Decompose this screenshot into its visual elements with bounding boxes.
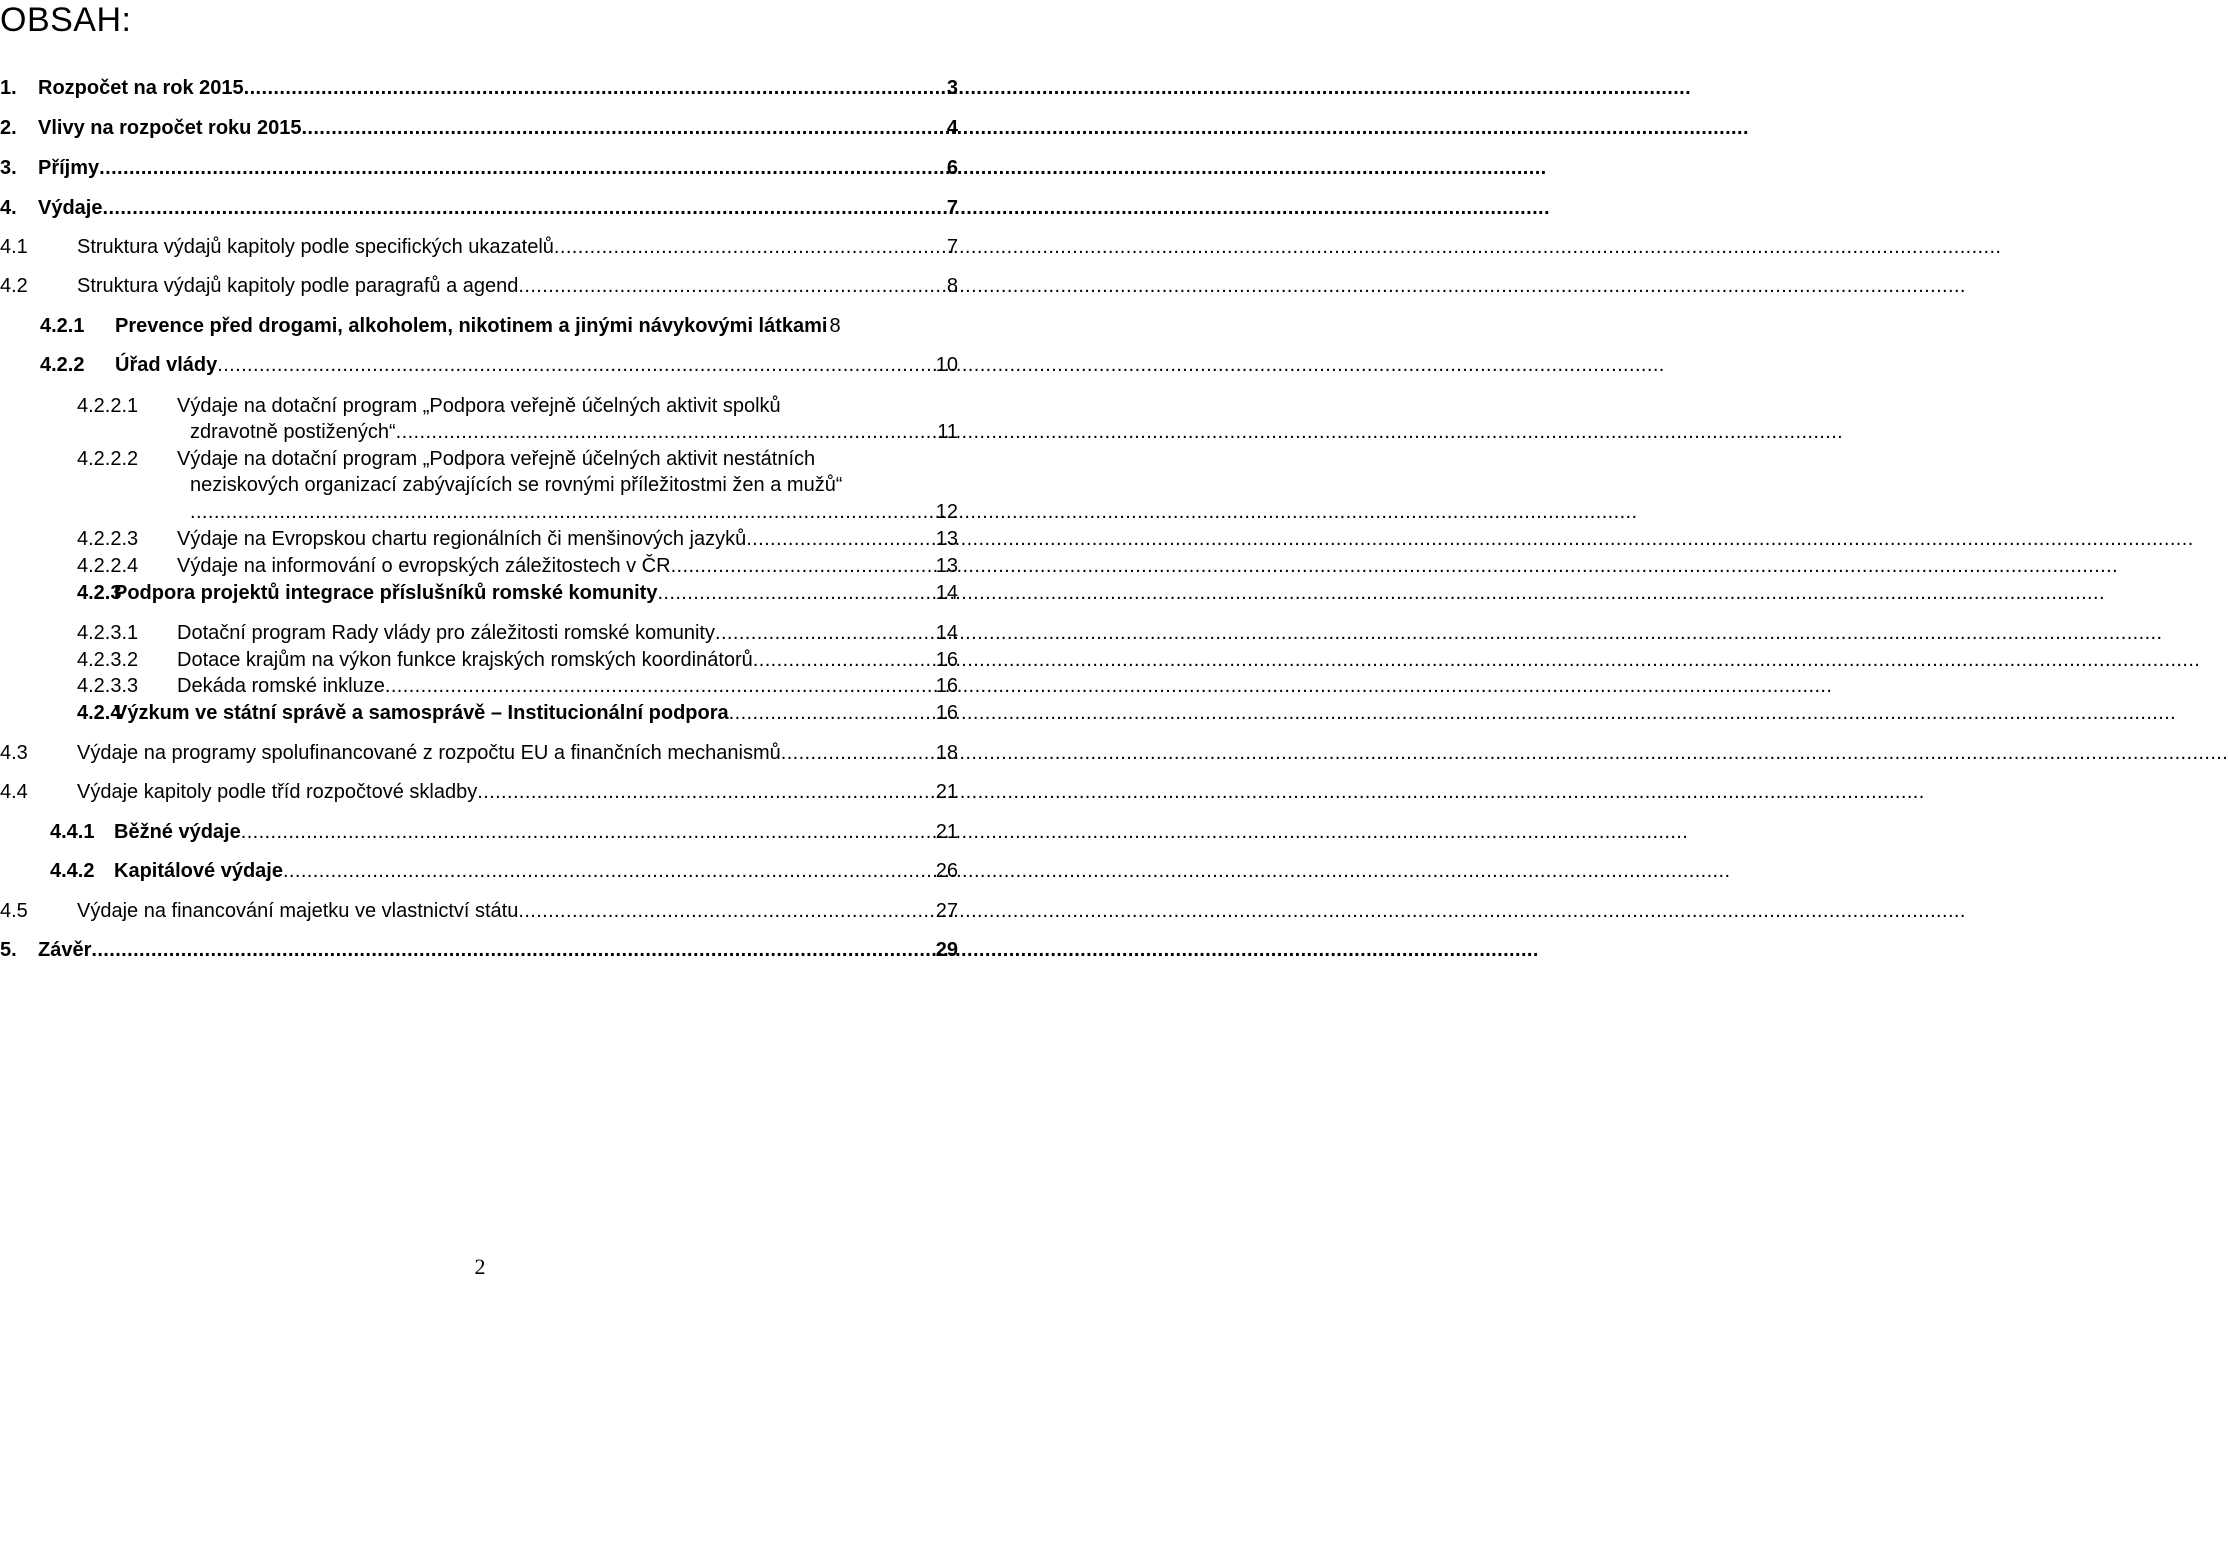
toc-leader: [99, 155, 947, 181]
toc-leader: [385, 673, 936, 699]
toc-title: Výdaje na programy spolufinancované z rozpočtu EU a finančních mechanismů: [77, 742, 781, 764]
toc-number: 4.2.2.1: [77, 395, 139, 417]
toc-page: 12: [935, 501, 958, 523]
toc-number: 4.5: [0, 900, 28, 922]
toc-number: 5.: [0, 939, 17, 961]
toc-leader: [190, 499, 936, 525]
toc-title: Dotační program Rady vlády pro záležitosti romské komunity: [177, 622, 715, 644]
page-title: OBSAH:: [0, 1, 132, 39]
toc-leader: [217, 352, 935, 378]
toc-page: 21: [935, 821, 958, 843]
toc-title-continued: zdravotně postižených“: [190, 421, 396, 443]
toc-number: 4.3: [0, 742, 28, 764]
toc-entry-3[interactable]: [0, 155, 958, 181]
toc-number: 4.2.3.1: [77, 622, 139, 644]
toc-number: 4.2.2.4: [77, 555, 139, 577]
toc-number: 4.2.4: [77, 702, 122, 724]
toc-title: Výdaje na dotační program „Podpora veřejně účelných aktivit spolků: [177, 395, 781, 417]
toc-page: 13: [935, 555, 958, 577]
toc-entry-2[interactable]: [0, 115, 958, 141]
toc-entry-4[interactable]: [0, 195, 958, 221]
toc-number: 4.2.3.3: [77, 675, 139, 697]
toc-leader: [671, 553, 936, 579]
toc-leader: [746, 526, 936, 552]
toc-entry-4-2-3-3[interactable]: [77, 673, 958, 699]
toc-title: Struktura výdajů kapitoly podle paragrafů a agend: [77, 275, 519, 297]
toc-entry-4-2-3-1[interactable]: [77, 620, 958, 646]
toc-page: 29: [935, 939, 958, 961]
toc-entry-4-5[interactable]: [0, 898, 958, 924]
toc-entry-4-2-4[interactable]: [77, 700, 958, 726]
toc-number: 4.2.2.2: [77, 448, 139, 470]
toc-number: 4.4.2: [50, 860, 95, 882]
toc-page: 3: [946, 77, 958, 99]
page-number: 2: [474, 1254, 486, 1279]
toc-title: Výdaje: [38, 197, 103, 219]
toc-title: Rozpočet na rok 2015: [38, 77, 244, 99]
toc-number: 4.2.2: [40, 354, 85, 376]
toc-title: Výdaje na informování o evropských záležitostech v ČR: [177, 555, 671, 577]
toc-entry-4-3[interactable]: [0, 740, 958, 766]
toc-entry-1[interactable]: [0, 75, 958, 101]
toc-leader: [102, 195, 946, 221]
toc-entry-4-2[interactable]: [0, 273, 958, 299]
toc-leader: [241, 819, 936, 845]
toc-entry-4-2-1[interactable]: [40, 313, 958, 339]
toc-number: 4.2.2.3: [77, 528, 139, 550]
toc-page: 11: [937, 421, 958, 443]
toc-leader: [753, 647, 936, 673]
toc-entry-5[interactable]: [0, 937, 958, 963]
toc-title: Dekáda romské inkluze: [177, 675, 385, 697]
toc-page: 18: [935, 742, 958, 764]
toc-entry-4-2-3[interactable]: [77, 580, 958, 606]
toc-entry-4-4-2[interactable]: [50, 858, 958, 884]
toc-page: 16: [935, 649, 958, 671]
toc-title: Výzkum ve státní správě a samosprávě – Institucionální podpora: [114, 702, 729, 724]
toc-number: 4.: [0, 197, 17, 219]
toc-page: 4: [946, 117, 958, 139]
toc-leader: [781, 740, 936, 766]
toc-title: Podpora projektů integrace příslušníků romské komunity: [114, 582, 658, 604]
toc-title: Kapitálové výdaje: [114, 860, 283, 882]
toc-leader: [301, 115, 946, 141]
toc-leader: [554, 234, 947, 260]
toc-number: 3.: [0, 157, 17, 179]
toc-entry-4-2-2[interactable]: [40, 352, 958, 378]
toc-number: 4.2: [0, 275, 28, 297]
toc-number: 4.2.3: [77, 582, 122, 604]
toc-number: 1.: [0, 77, 17, 99]
toc-page: 13: [935, 528, 958, 550]
toc-leader: [518, 898, 935, 924]
toc-entry-4-4[interactable]: [0, 779, 958, 805]
toc-title: Výdaje na Evropskou chartu regionálních či menšinových jazyků: [177, 528, 747, 550]
toc-title: Dotace krajům na výkon funkce krajských romských koordinátorů: [177, 649, 753, 671]
toc-number: 4.2.1: [40, 315, 85, 337]
toc-entry-4-1[interactable]: [0, 234, 958, 260]
toc-page: 8: [946, 275, 958, 297]
toc-title: Příjmy: [38, 157, 100, 179]
toc-page: 8: [829, 315, 841, 337]
toc-title: Vlivy na rozpočet roku 2015: [38, 117, 302, 139]
toc-page: 16: [935, 675, 958, 697]
toc-page: 26: [935, 860, 958, 882]
toc-page: 6: [946, 157, 958, 179]
toc-title: Běžné výdaje: [114, 821, 241, 843]
toc-entry-4-2-2-2[interactable]: [190, 499, 958, 525]
toc-number: 4.1: [0, 236, 28, 258]
toc-entry-4-2-3-2[interactable]: [77, 647, 958, 673]
toc-page: 10: [935, 354, 958, 376]
toc-page: 7: [946, 236, 958, 258]
toc-entry-4-4-1[interactable]: [50, 819, 958, 845]
toc-entry-4-2-2-4[interactable]: [77, 553, 958, 579]
toc-entry-4-2-2-1-first-line[interactable]: [77, 393, 781, 419]
toc-number: 4.4.1: [50, 821, 95, 843]
toc-leader: [477, 779, 936, 805]
toc-leader: [518, 273, 946, 299]
toc-leader: [244, 75, 947, 101]
toc-number: 2.: [0, 117, 17, 139]
toc-title-continued: neziskových organizací zabývajících se rovnými příležitostmi žen a mužů“: [190, 474, 843, 496]
toc-title: Struktura výdajů kapitoly podle specifických ukazatelů: [77, 236, 554, 258]
toc-leader: [91, 937, 935, 963]
toc-leader: [396, 419, 938, 445]
toc-title: Závěr: [38, 939, 92, 961]
toc-leader: [283, 858, 936, 884]
toc-page: 16: [935, 702, 958, 724]
toc-leader: [729, 700, 936, 726]
toc-page: 14: [935, 622, 958, 644]
toc-title: Výdaje na dotační program „Podpora veřejně účelných aktivit nestátních: [177, 448, 816, 470]
toc-leader: [657, 580, 935, 606]
toc-page: 7: [946, 197, 958, 219]
toc-title: Výdaje kapitoly podle tříd rozpočtové skladby: [77, 781, 478, 803]
toc-leader: [715, 620, 936, 646]
toc-number: 4.2.3.2: [77, 649, 139, 671]
toc-page: 21: [935, 781, 958, 803]
toc-title: Úřad vlády: [115, 354, 218, 376]
toc-page: 27: [935, 900, 958, 922]
toc-entry-4-2-2-2-first-line[interactable]: [77, 446, 815, 472]
toc-entry-4-2-2-3[interactable]: [77, 526, 958, 552]
toc-title: Prevence před drogami, alkoholem, nikotinem a jinými návykovými látkami: [115, 315, 828, 337]
toc-number: 4.4: [0, 781, 28, 803]
toc-title: Výdaje na financování majetku ve vlastnictví státu: [77, 900, 519, 922]
toc-entry-4-2-2-1[interactable]: [190, 419, 958, 445]
toc-page: 14: [935, 582, 958, 604]
